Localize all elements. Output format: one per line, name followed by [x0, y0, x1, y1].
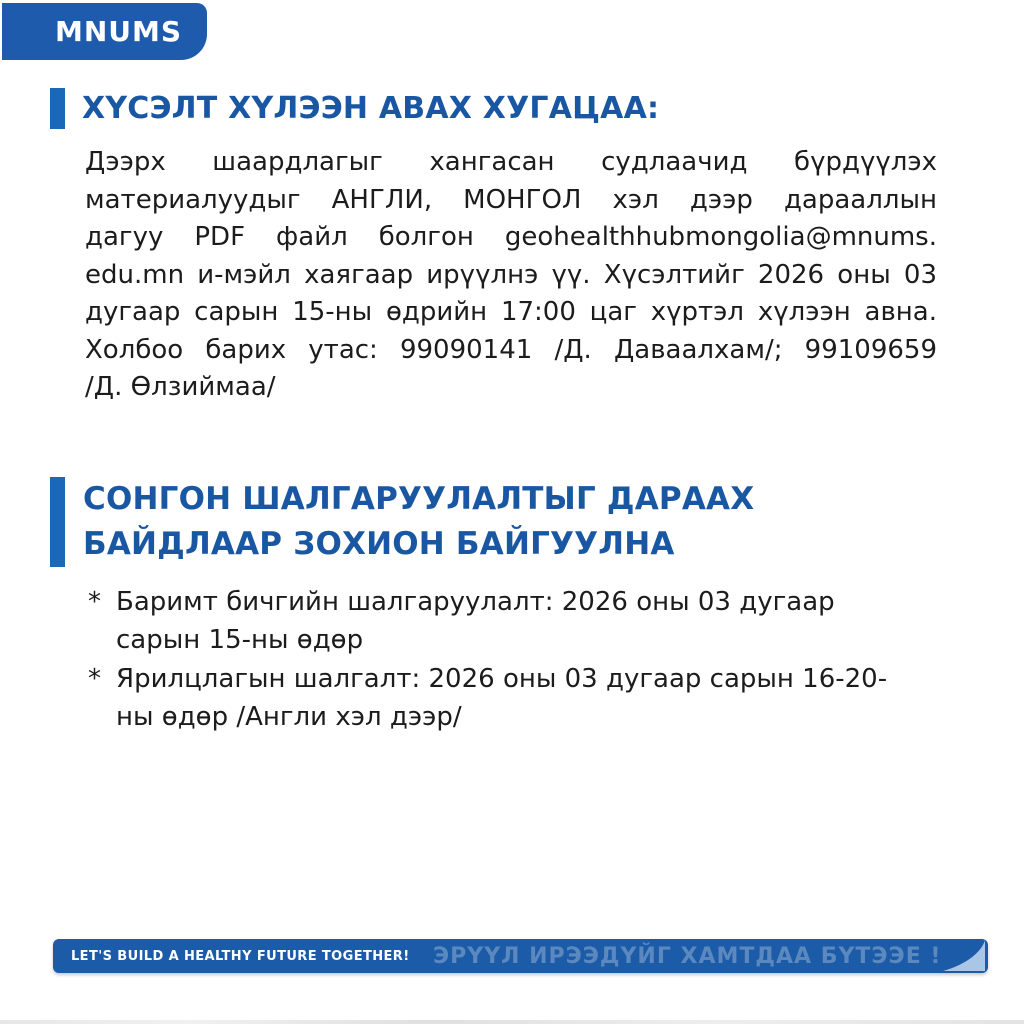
paragraph-line: edu.mn и-мэйл хаягаар ирүүлнэ үү. Хүсэлтийг 2026 оны 03: [85, 259, 937, 290]
paragraph-line: Дээрх шаардлагыг хангасан судлаачид бүрдүүлэх: [85, 147, 937, 177]
section2-title: [83, 477, 754, 567]
footer-right-slogan: ЭРҮҮЛ ИРЭЭДҮЙГ ХАМТДАА БҮТЭЭЕ !: [433, 943, 942, 969]
scan-artifact-edge: [0, 1020, 1024, 1024]
bullet-marker: *: [88, 664, 101, 694]
page-curl-icon: [939, 939, 987, 972]
paragraph-line: дугаар сарын 15-ны өдрийн 17:00 цаг хүртэл хүлээн авна.: [85, 297, 937, 327]
mnums-logo-text: MNUMS: [54, 15, 183, 48]
bullet-text: Ярилцлагын шалгалт: 2026 оны 03 дугаар сарын 16-20-ны өдөр /Англи хэл дээр/: [116, 664, 888, 732]
heading-accent-bar: [50, 88, 65, 129]
mnums-logo-badge: [2, 3, 207, 60]
paragraph-line: Холбоо барих утас: 99090141 /Д. Даваалхам/; 99109659: [85, 334, 937, 365]
bullet-text: Баримт бичгийн шалгаруулалт: 2026 оны 03 дугаар сарын 15-ны өдөр: [116, 587, 835, 655]
section1-title: ХҮСЭЛТ ХҮЛЭЭН АВАХ ХУГАЦАА:: [82, 91, 660, 126]
heading-accent-bar: [50, 477, 65, 567]
paragraph-line: материалуудыг АНГЛИ, МОНГОЛ хэл дээр дарааллын: [85, 184, 937, 215]
section2-title-line2: БАЙДЛААР ЗОХИОН БАЙГУУЛНА: [83, 526, 675, 562]
paragraph-line: дагуу PDF файл болгон geohealthhubmongolia@mnums.: [85, 222, 937, 252]
footer-bar: [53, 939, 988, 973]
bullet-marker: *: [88, 587, 101, 617]
list-item: [88, 661, 928, 736]
section1-paragraph: [85, 144, 937, 407]
list-item: [88, 584, 928, 659]
section1-heading: [50, 88, 659, 129]
section2-title-line1: СОНГОН ШАЛГАРУУЛАЛТЫГ ДАРААХ: [83, 481, 755, 517]
section2-heading: [50, 477, 754, 567]
paragraph-line: /Д. Өлзиймаа/: [85, 372, 276, 402]
selection-steps-list: [88, 584, 928, 738]
footer-left-slogan: LET'S BUILD A HEALTHY FUTURE TOGETHER!: [71, 948, 410, 964]
